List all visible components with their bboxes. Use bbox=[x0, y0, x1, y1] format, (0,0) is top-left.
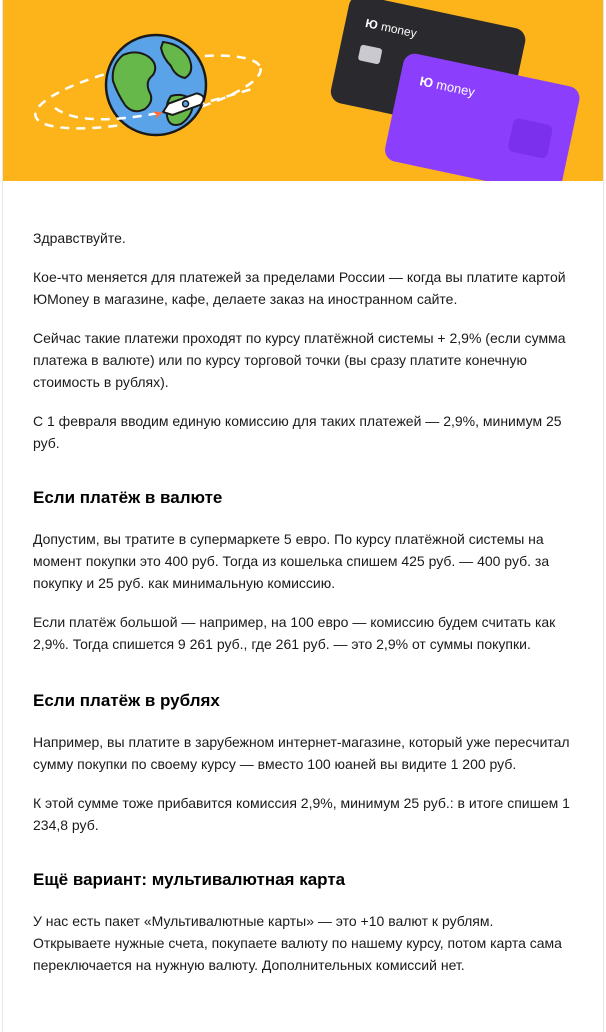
globe-icon bbox=[106, 35, 206, 135]
banner-illustration bbox=[3, 0, 603, 181]
section-title-currency: Если платёж в валюте bbox=[33, 488, 223, 507]
greeting: Здравствуйте. bbox=[33, 230, 126, 246]
svg-text:money: money bbox=[379, 19, 418, 41]
intro-paragraph-1: Кое-что меняется для платежей за пределами России — когда вы платите картой ЮMoney в магазине, кафе, делаете заказ на иностранном сайте. bbox=[33, 269, 566, 307]
section-title-rubles: Если платёж в рублях bbox=[33, 691, 220, 710]
section-currency-paragraph-2: Если платёж большой — например, на 100 евро — комиссию будем считать как 2,9%. Тогда спишется 9 261 руб., где 261 руб. — это 2,9% от суммы покупки. bbox=[33, 614, 556, 652]
email-frame bbox=[2, 0, 604, 1032]
intro-paragraph-2: Сейчас такие платежи проходят по курсу платёжной системы + 2,9% (если сумма платежа в валюте) или по курсу торговой точки (вы сразу платите конечную стоимость в рублях). bbox=[33, 330, 566, 390]
section-currency-paragraph-1: Допустим, вы тратите в супермаркете 5 евро. По курсу платёжной системы на момент покупки это 400 руб. Тогда из кошелька спишем 425 руб. — 400 руб. за покупку и 25 руб. как минимальную комиссию. bbox=[33, 531, 550, 591]
card-front bbox=[383, 51, 582, 181]
promo-banner bbox=[3, 0, 603, 181]
email-body bbox=[3, 181, 603, 976]
section-rubles-paragraph-2: К этой сумме тоже прибавится комиссия 2,9%, минимум 25 руб.: в итоге спишем 1 234,8 руб. bbox=[33, 795, 570, 833]
svg-text:money: money bbox=[434, 76, 477, 100]
section-title-multicurrency: Ещё вариант: мультивалютная карта bbox=[33, 870, 346, 889]
section-rubles-paragraph-1: Например, вы платите в зарубежном интернет-магазине, который уже пересчитал сумму покупки по своему курсу — вместо 100 юаней вы видите 1 200 руб. bbox=[33, 734, 570, 772]
section-multicurrency-paragraph-1: У нас есть пакет «Мультивалютные карты» — это +10 валют к рублям. Открываете нужные счета, покупаете валюту по нашему курсу, потом карта сама переключается на нужную валюту. Дополнительных комиссий нет. bbox=[33, 913, 562, 973]
svg-text:Ю: Ю bbox=[418, 73, 435, 91]
intro-paragraph-3: С 1 февраля вводим единую комиссию для таких платежей — 2,9%, минимум 25 руб. bbox=[33, 413, 562, 451]
svg-text:Ю: Ю bbox=[364, 15, 380, 33]
